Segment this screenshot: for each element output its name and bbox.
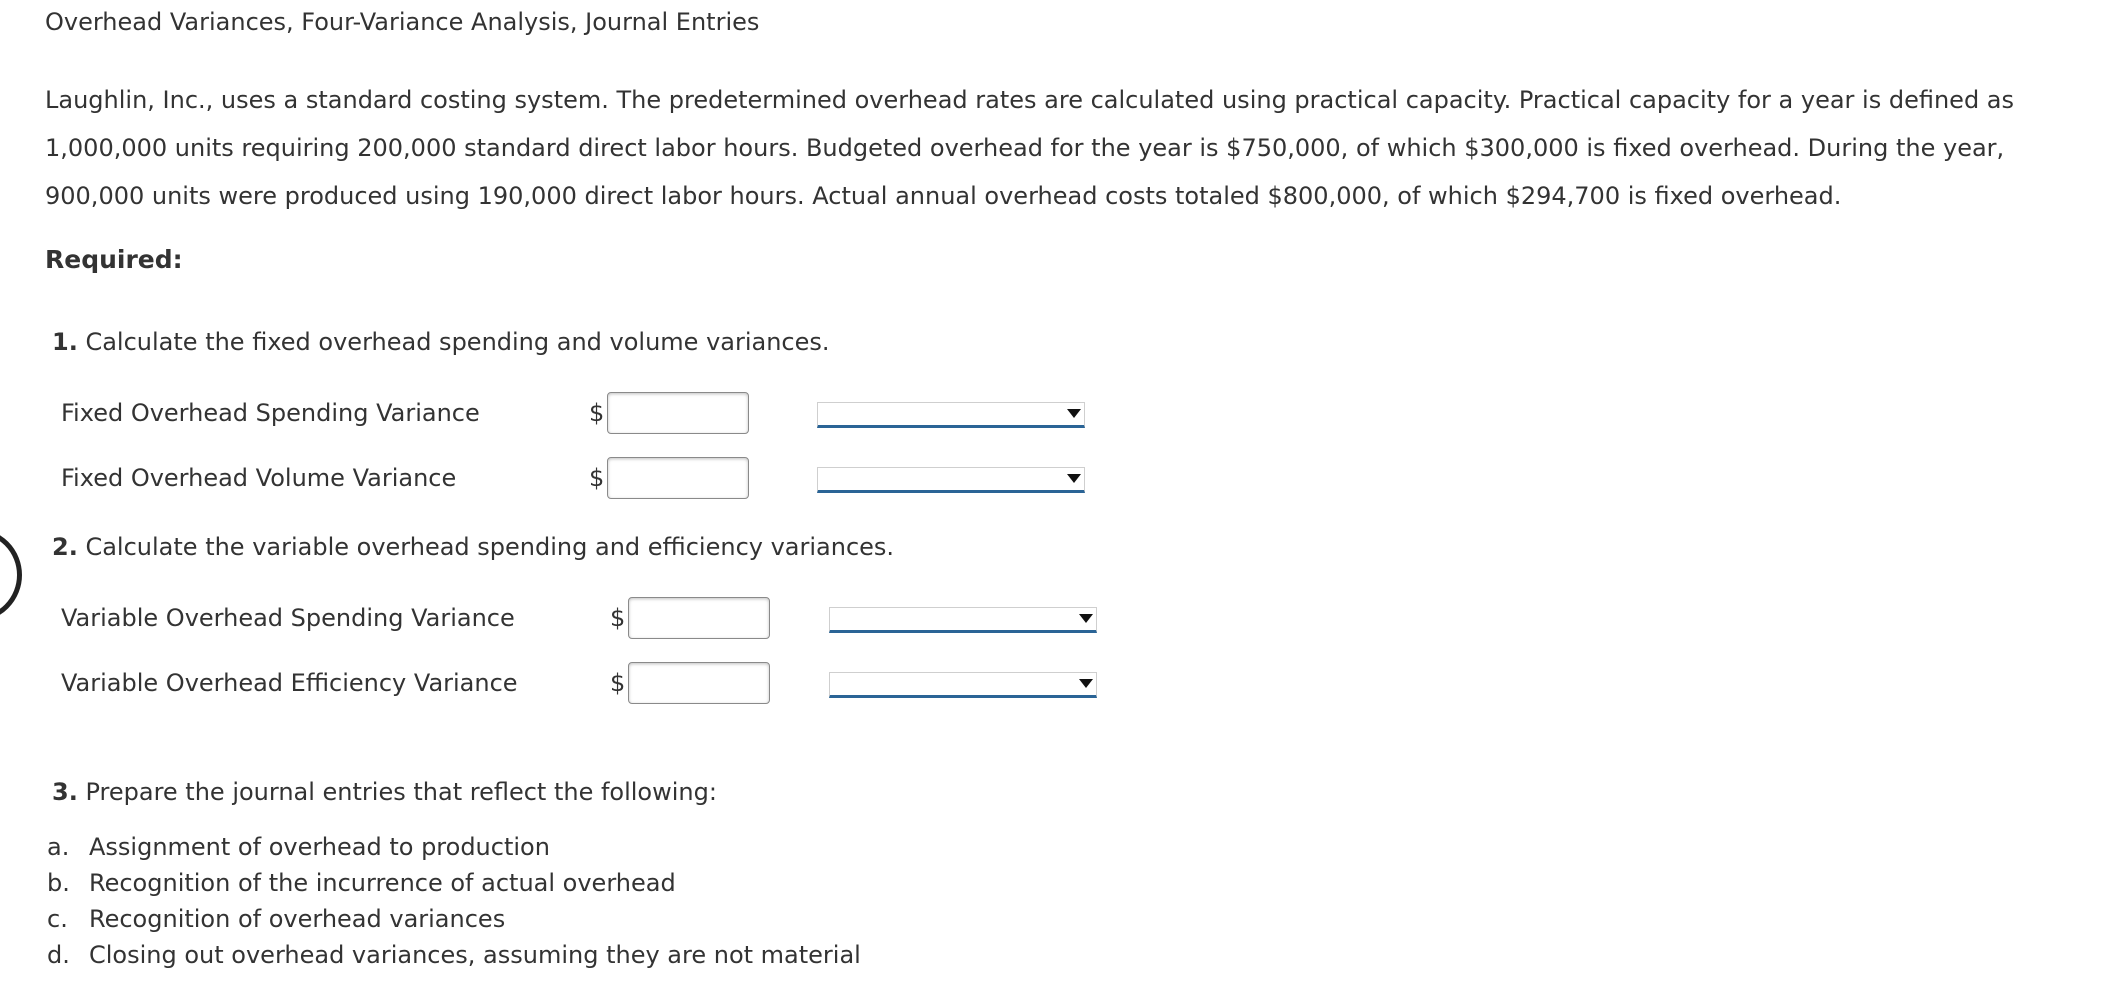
fixed-spending-amount-input[interactable]: [607, 392, 749, 434]
variable-efficiency-amount-input[interactable]: [628, 662, 770, 704]
currency-symbol: $: [610, 669, 626, 697]
question-1-number: 1.: [52, 328, 78, 356]
question-2: [52, 533, 894, 561]
list-item: [47, 905, 505, 933]
question-3-number: 3.: [52, 778, 78, 806]
fixed-volume-label: Fixed Overhead Volume Variance: [61, 464, 457, 492]
problem-title: Overhead Variances, Four-Variance Analysis, Journal Entries: [45, 8, 760, 36]
list-item-marker: b.: [47, 869, 70, 897]
question-1: [52, 328, 830, 356]
fixed-spending-label: Fixed Overhead Spending Variance: [61, 399, 480, 427]
question-2-number: 2.: [52, 533, 78, 561]
fixed-volume-amount-input[interactable]: [607, 457, 749, 499]
list-item-text: Recognition of the incurrence of actual overhead: [89, 869, 676, 897]
dropdown-arrow-icon: [1079, 679, 1093, 688]
dropdown-arrow-icon: [1079, 614, 1093, 623]
side-circle-icon[interactable]: [0, 528, 22, 622]
question-2-text: Calculate the variable overhead spending and efficiency variances.: [85, 533, 895, 561]
dropdown-arrow-icon: [1067, 409, 1081, 418]
variable-spending-amount-input[interactable]: [628, 597, 770, 639]
list-item: [47, 869, 676, 897]
problem-description: Laughlin, Inc., uses a standard costing system. The predetermined overhead rates are calculated using practical capacity. Practical capacity for a year is defined as 1,000,000 units requiring 200,000 standard direct labor hours. Budgeted overhead for the year is $750,000, of which $300,000 is fixed overhead. During the year, 900,000 units were produced using 190,000 direct labor hours. Actual annual overhead costs totaled $800,000, of which $294,700 is fixed overhead.: [45, 86, 2015, 210]
variable-efficiency-fav-unfav-select[interactable]: [829, 672, 1097, 698]
list-item-marker: c.: [47, 905, 68, 933]
list-item-marker: d.: [47, 941, 70, 969]
variable-spending-fav-unfav-select[interactable]: [829, 607, 1097, 633]
fixed-spending-fav-unfav-select[interactable]: [817, 402, 1085, 428]
list-item: [47, 941, 861, 969]
fixed-volume-fav-unfav-select[interactable]: [817, 467, 1085, 493]
list-item-text: Assignment of overhead to production: [89, 833, 550, 861]
dropdown-arrow-icon: [1067, 474, 1081, 483]
question-1-text: Calculate the fixed overhead spending and volume variances.: [85, 328, 830, 356]
question-3: [52, 778, 717, 806]
currency-symbol: $: [610, 604, 626, 632]
list-item-text: Closing out overhead variances, assuming they are not material: [89, 941, 861, 969]
currency-symbol: $: [589, 399, 605, 427]
currency-symbol: $: [589, 464, 605, 492]
variable-efficiency-label: Variable Overhead Efficiency Variance: [61, 669, 518, 697]
variable-spending-label: Variable Overhead Spending Variance: [61, 604, 515, 632]
list-item: [47, 833, 550, 861]
required-heading: Required:: [45, 245, 183, 274]
list-item-marker: a.: [47, 833, 70, 861]
question-3-text: Prepare the journal entries that reflect the following:: [85, 778, 717, 806]
list-item-text: Recognition of overhead variances: [89, 905, 506, 933]
